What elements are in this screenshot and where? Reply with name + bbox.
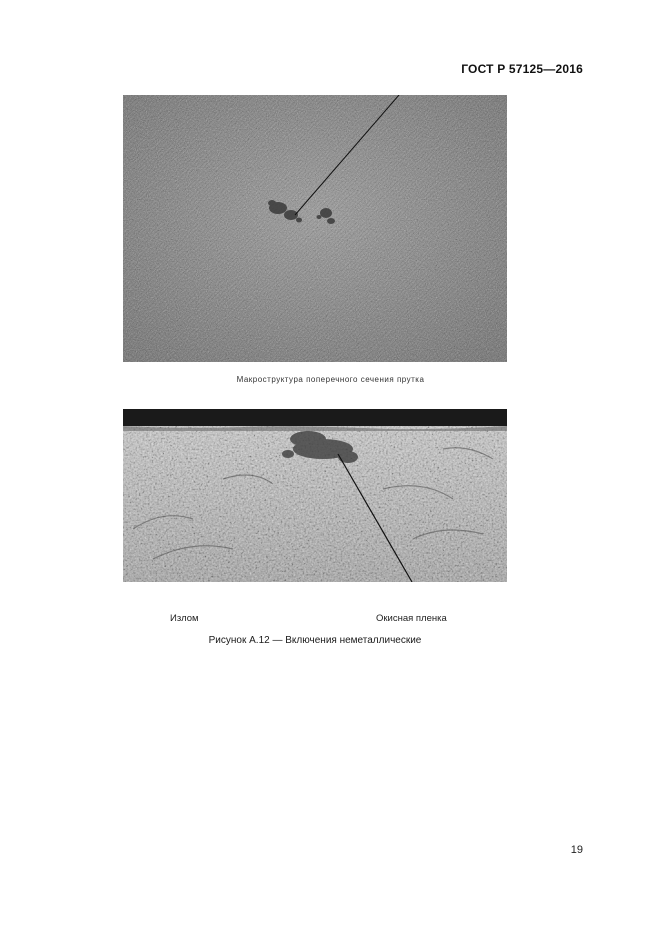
fracture-photo	[123, 409, 507, 582]
macrostructure-photo	[123, 95, 507, 362]
label-oxide-film: Окисная пленка	[376, 613, 447, 624]
document-code: ГОСТ Р 57125—2016	[461, 62, 583, 76]
top-image-caption: Макроструктура поперечного сечения прутка	[236, 375, 425, 384]
figure-caption: Рисунок А.12 — Включения неметаллические	[208, 635, 422, 646]
label-fracture: Излом	[170, 613, 199, 624]
edge-band	[123, 409, 507, 426]
page-number: 19	[570, 844, 583, 856]
